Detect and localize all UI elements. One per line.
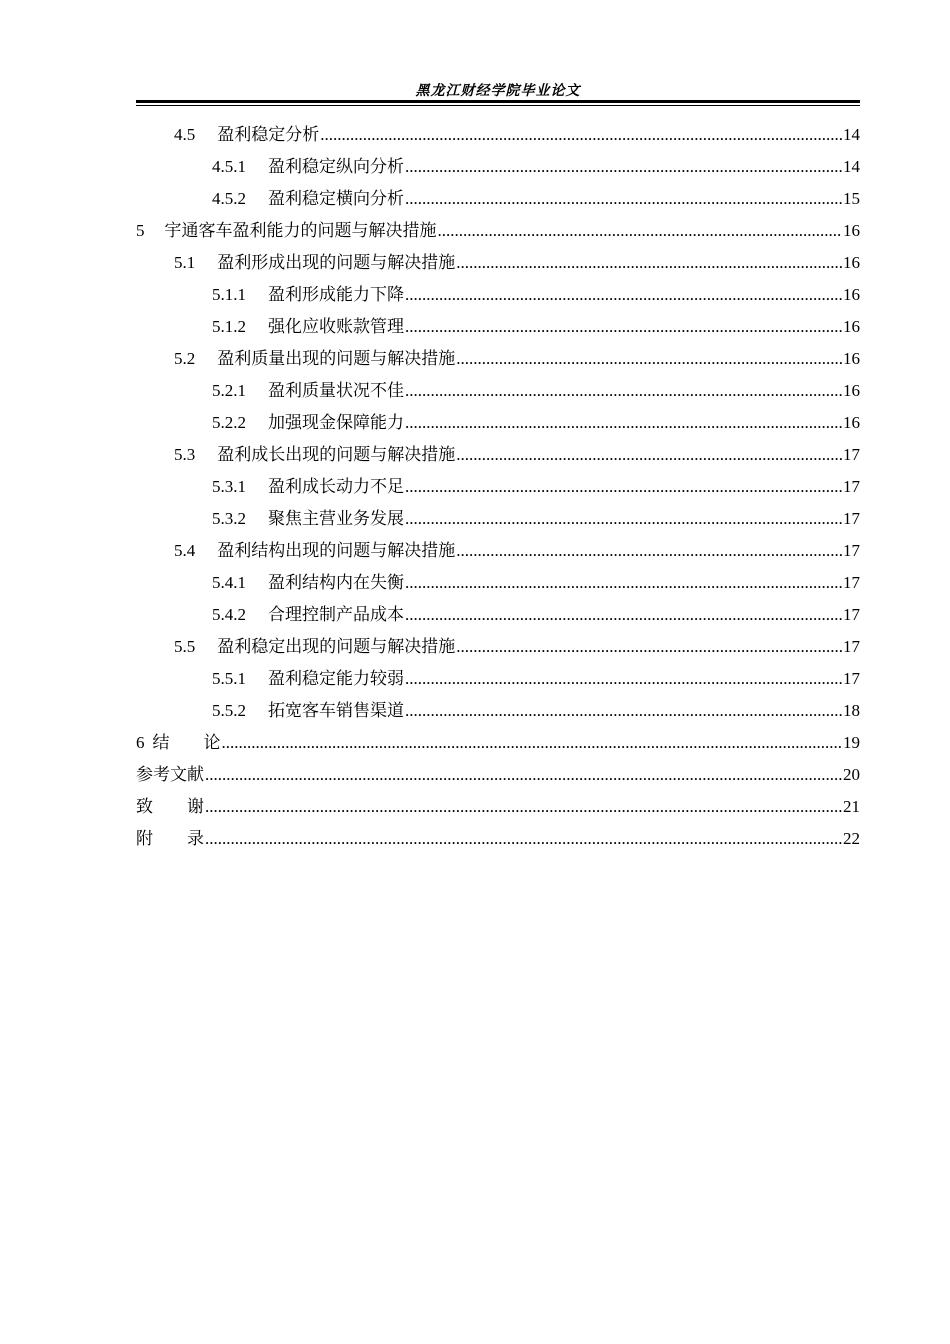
- header-rule-thick: [136, 100, 860, 103]
- toc-entry-number: 6: [136, 733, 145, 752]
- toc-entry-page-number: 16: [843, 317, 860, 336]
- toc-entry-number: 4.5.1: [212, 157, 246, 176]
- table-of-contents: [136, 119, 860, 855]
- toc-entry[interactable]: [136, 599, 860, 631]
- toc-entry-page-number: 16: [843, 253, 860, 272]
- toc-entry[interactable]: [136, 375, 860, 407]
- toc-entry-number: 5.1.1: [212, 285, 246, 304]
- toc-entry-page-number: 17: [843, 637, 860, 656]
- toc-entry[interactable]: [136, 471, 860, 503]
- toc-entry-title: 附 录: [136, 829, 204, 849]
- toc-dot-leader: [405, 503, 842, 535]
- toc-dot-leader: [405, 599, 842, 631]
- toc-entry-number: 5.2: [174, 349, 196, 368]
- toc-entry[interactable]: [136, 791, 860, 823]
- toc-entry-page-number: 18: [843, 701, 860, 720]
- toc-entry-number: 4.5: [174, 125, 196, 144]
- toc-entry-page-number: 21: [843, 797, 860, 816]
- toc-entry-title: 合理控制产品成本: [268, 605, 404, 625]
- toc-dot-leader: [456, 439, 842, 471]
- header-rule-thin: [136, 105, 860, 106]
- toc-dot-leader: [405, 279, 842, 311]
- toc-entry-page-number: 17: [843, 477, 860, 496]
- toc-dot-leader: [405, 151, 842, 183]
- toc-dot-leader: [405, 695, 842, 727]
- toc-entry-number: 5.5.2: [212, 701, 246, 720]
- toc-dot-leader: [205, 759, 842, 791]
- toc-entry-title: 结 论: [152, 733, 221, 753]
- toc-entry-number: 5.5: [174, 637, 196, 656]
- toc-dot-leader: [456, 631, 842, 663]
- toc-dot-leader: [222, 727, 843, 759]
- toc-entry[interactable]: [136, 311, 860, 343]
- toc-entry-title: 加强现金保障能力: [268, 413, 404, 433]
- toc-entry-page-number: 16: [843, 285, 860, 304]
- toc-entry[interactable]: [136, 567, 860, 599]
- toc-dot-leader: [405, 471, 842, 503]
- toc-entry-number: 5.4: [174, 541, 196, 560]
- toc-entry-page-number: 16: [843, 349, 860, 368]
- toc-entry-number: 5.3: [174, 445, 196, 464]
- toc-entry[interactable]: [136, 407, 860, 439]
- toc-entry-page-number: 14: [843, 157, 860, 176]
- toc-entry-title: 盈利结构内在失衡: [268, 573, 404, 593]
- toc-entry[interactable]: [136, 151, 860, 183]
- toc-entry-title: 盈利稳定分析: [217, 125, 320, 145]
- toc-entry-title: 盈利稳定出现的问题与解决措施: [217, 637, 456, 657]
- toc-entry-title: 聚焦主营业务发展: [268, 509, 404, 529]
- toc-dot-leader: [456, 535, 842, 567]
- toc-entry-title: 盈利稳定能力较弱: [268, 669, 404, 689]
- toc-entry-title: 盈利质量出现的问题与解决措施: [217, 349, 456, 369]
- toc-entry[interactable]: [136, 535, 860, 567]
- toc-dot-leader: [405, 407, 842, 439]
- toc-dot-leader: [405, 375, 842, 407]
- toc-entry-number: 5.5.1: [212, 669, 246, 688]
- toc-entry[interactable]: [136, 631, 860, 663]
- toc-entry-page-number: 17: [843, 445, 860, 464]
- toc-entry-title: 盈利成长出现的问题与解决措施: [217, 445, 456, 465]
- toc-entry-number: 5.1: [174, 253, 196, 272]
- toc-entry[interactable]: [136, 183, 860, 215]
- toc-entry-title: 盈利成长动力不足: [268, 477, 404, 497]
- toc-entry[interactable]: [136, 759, 860, 791]
- toc-entry[interactable]: [136, 823, 860, 855]
- toc-entry-page-number: 15: [843, 189, 860, 208]
- toc-entry-number: 5.4.2: [212, 605, 246, 624]
- toc-entry-title: 盈利稳定纵向分析: [268, 157, 404, 177]
- toc-entry-page-number: 17: [843, 509, 860, 528]
- toc-entry-title: 强化应收账款管理: [268, 317, 404, 337]
- toc-entry-title: 盈利形成能力下降: [268, 285, 404, 305]
- toc-dot-leader: [320, 119, 842, 151]
- toc-entry[interactable]: [136, 215, 860, 247]
- toc-entry-page-number: 16: [843, 221, 860, 240]
- toc-entry[interactable]: [136, 727, 860, 759]
- toc-entry[interactable]: [136, 663, 860, 695]
- toc-entry-number: 5.2.1: [212, 381, 246, 400]
- toc-dot-leader: [205, 791, 842, 823]
- toc-entry[interactable]: [136, 695, 860, 727]
- page-header-title: 黑龙江财经学院毕业论文: [415, 83, 581, 99]
- toc-dot-leader: [405, 567, 842, 599]
- toc-dot-leader: [405, 183, 842, 215]
- toc-entry-number: 5: [136, 221, 145, 240]
- toc-entry-title: 盈利形成出现的问题与解决措施: [217, 253, 456, 273]
- toc-entry[interactable]: [136, 247, 860, 279]
- toc-dot-leader: [205, 823, 842, 855]
- toc-entry-title: 盈利质量状况不佳: [268, 381, 404, 401]
- toc-entry-page-number: 16: [843, 413, 860, 432]
- toc-entry-number: 5.1.2: [212, 317, 246, 336]
- toc-entry-number: 5.3.1: [212, 477, 246, 496]
- toc-entry-title: 宇通客车盈利能力的问题与解决措施: [164, 221, 437, 241]
- toc-entry-page-number: 17: [843, 669, 860, 688]
- toc-entry-page-number: 14: [843, 125, 860, 144]
- toc-entry-title: 致 谢: [136, 797, 204, 817]
- toc-entry-page-number: 16: [843, 381, 860, 400]
- toc-entry-page-number: 17: [843, 605, 860, 624]
- toc-entry[interactable]: [136, 503, 860, 535]
- toc-entry[interactable]: [136, 279, 860, 311]
- toc-entry-number: 4.5.2: [212, 189, 246, 208]
- toc-entry-page-number: 22: [843, 829, 860, 848]
- toc-entry[interactable]: [136, 439, 860, 471]
- toc-dot-leader: [456, 247, 842, 279]
- toc-dot-leader: [456, 343, 842, 375]
- toc-dot-leader: [405, 311, 842, 343]
- toc-entry-title: 盈利稳定横向分析: [268, 189, 404, 209]
- toc-dot-leader: [438, 215, 843, 247]
- toc-entry-title: 拓宽客车销售渠道: [268, 701, 404, 721]
- toc-entry-page-number: 20: [843, 765, 860, 784]
- toc-dot-leader: [405, 663, 842, 695]
- toc-entry[interactable]: [136, 343, 860, 375]
- toc-entry-page-number: 17: [843, 541, 860, 560]
- toc-entry-title: 盈利结构出现的问题与解决措施: [217, 541, 456, 561]
- toc-entry-title: 参考文献: [136, 765, 204, 785]
- toc-entry-number: 5.3.2: [212, 509, 246, 528]
- toc-entry-page-number: 19: [843, 733, 860, 752]
- toc-entry-number: 5.2.2: [212, 413, 246, 432]
- toc-entry[interactable]: [136, 119, 860, 151]
- toc-entry-page-number: 17: [843, 573, 860, 592]
- toc-entry-number: 5.4.1: [212, 573, 246, 592]
